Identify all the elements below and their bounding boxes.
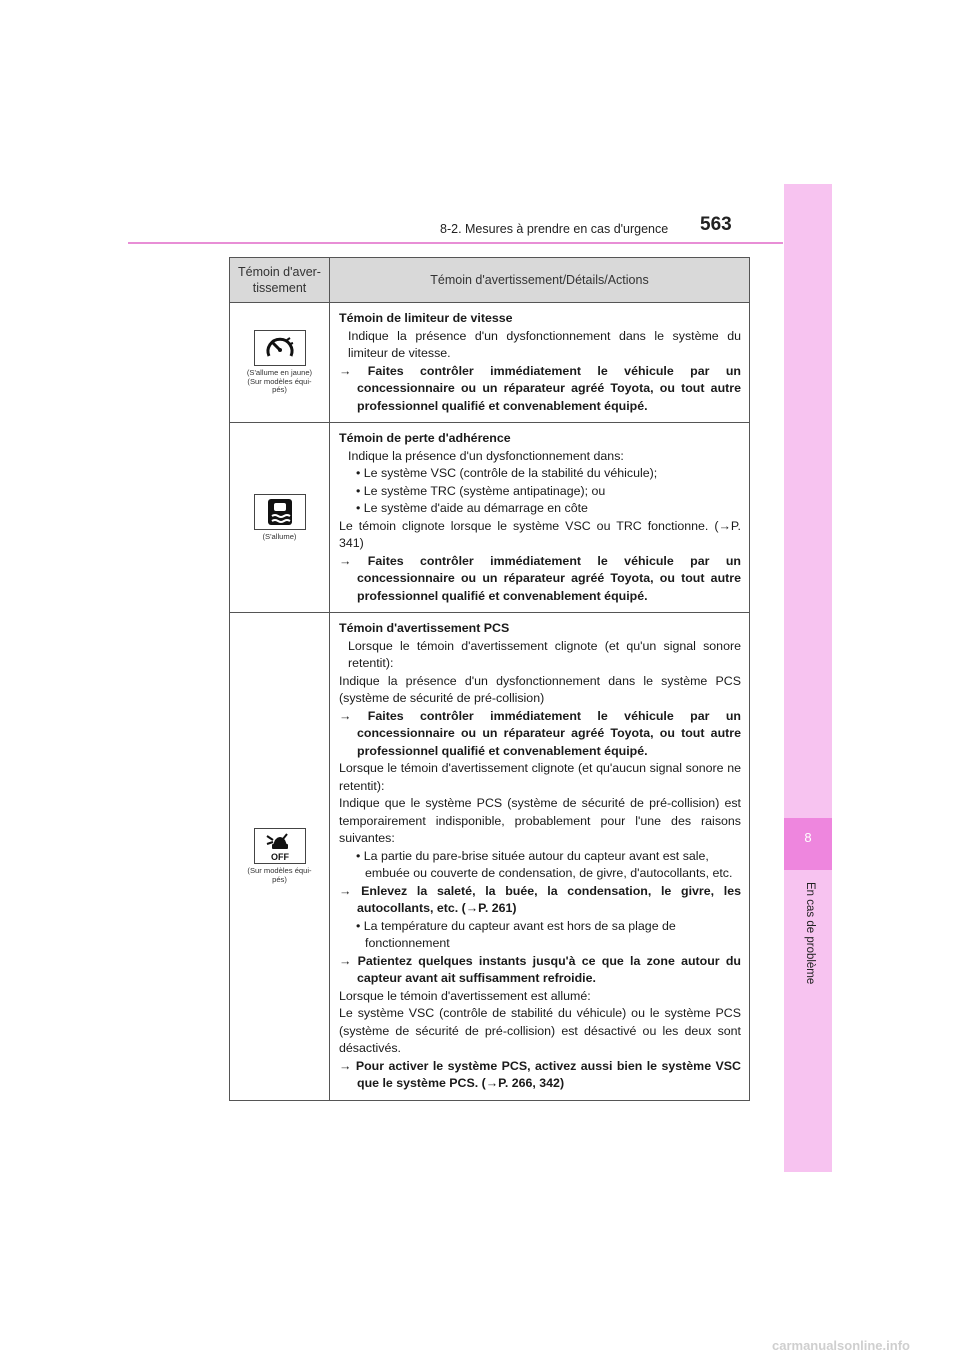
bullet-item: • Le système d'aide au démarrage en côte [356, 501, 588, 515]
icon-caption: pés) [272, 874, 287, 884]
chapter-side-tab [784, 184, 832, 1172]
table-row [230, 303, 749, 423]
page-number: 563 [700, 214, 732, 235]
description-text: Indique que le système PCS (système de sécurité de pré-collision) est temporairement indisponible, probablement pour l'une des raisons suivantes: [339, 796, 741, 845]
chapter-label: En cas de problème [804, 882, 816, 985]
icon-caption: (Sur modèles équi- [247, 866, 312, 876]
description-text: Lorsque le témoin d'avertissement est allumé: [339, 988, 591, 1003]
action-line: → Faites contrôler immédiatement le véhicule par un concessionnaire ou un réparateur agréé Toyota, ou tout autre professionnel qualifié et convenablement équipé. [339, 708, 741, 758]
indicator-cell [230, 303, 330, 422]
description-text: Indique la présence d'un dysfonctionnement dans le système PCS (système de sécurité de pré-collision) [339, 673, 741, 705]
header-col-indicator: Témoin d'aver-tissement [230, 258, 330, 302]
table-row [230, 613, 749, 1100]
action-line: → Patientez quelques instants jusqu'à ce que la zone autour du capteur avant ait suffisamment refroidie. [339, 953, 741, 985]
section-title: 8-2. Mesures à prendre en cas d'urgence [440, 222, 669, 236]
details-cell [330, 303, 749, 422]
indicator-cell [230, 613, 330, 1100]
description-text: Lorsque le témoin d'avertissement clignote (et qu'aucun signal sonore ne retentit): [339, 761, 741, 793]
description-text: Le système VSC (contrôle de stabilité du véhicule) ou le système PCS (système de sécurité de pré-collision) est désactivé ou les deux sont désactivés. [339, 1006, 741, 1055]
description-text: Lorsque le témoin d'avertissement clignote (et qu'un signal sonore retentit): [348, 638, 741, 670]
icon-caption: (Sur modèles équi- [247, 376, 312, 386]
bullet-item: • La partie du pare-brise située autour du capteur avant est sale, embuée ou couverte de condensation, de givre, d'autocollants, etc. [356, 848, 733, 880]
table-header [230, 258, 749, 303]
watermark: carmanualsonline.info [772, 1338, 910, 1353]
bullet-item: • La température du capteur avant est hors de sa plage de fonctionnement [356, 918, 676, 950]
warning-table [229, 257, 750, 1101]
slip-indicator-icon [254, 494, 306, 530]
svg-text:OFF: OFF [270, 852, 289, 863]
header-col-details: Témoin d'avertissement/Détails/Actions [430, 273, 649, 287]
chapter-number: 8 [804, 830, 812, 845]
icon-caption: (S'allume en jaune) [246, 368, 313, 378]
speed-limiter-icon [254, 330, 306, 366]
action-line: → Enlevez la saleté, la buée, la condensation, le givre, les autocollants, etc. (→P. 261) [339, 883, 741, 915]
header-rule [128, 242, 783, 244]
table-row [230, 423, 749, 613]
description-text: Le témoin clignote lorsque le système VSC ou TRC fonctionne. (→P. 341) [339, 518, 741, 550]
icon-caption: pés) [272, 385, 287, 395]
indicator-title: Témoin de limiteur de vitesse [339, 311, 513, 325]
icon-caption: (S'allume) [262, 531, 297, 541]
description-text: Indique la présence d'un dysfonctionnement dans le système du limiteur de vitesse. [348, 328, 741, 360]
action-line: → Faites contrôler immédiatement le véhicule par un concessionnaire ou un réparateur agréé Toyota, ou tout autre professionnel qualifié et convenablement équipé. [339, 363, 741, 413]
description-text: Indique la présence d'un dysfonctionnement dans: [348, 448, 624, 463]
details-cell [330, 613, 749, 1100]
action-line: → Pour activer le système PCS, activez aussi bien le système VSC que le système PCS. (→P. 266, 342) [339, 1058, 741, 1090]
details-cell [330, 423, 749, 612]
bullet-item: • Le système VSC (contrôle de la stabilité du véhicule); [356, 466, 658, 480]
indicator-title: Témoin d'avertissement PCS [339, 621, 510, 635]
action-line: → Faites contrôler immédiatement le véhicule par un concessionnaire ou un réparateur agréé Toyota, ou tout autre professionnel qualifié et convenablement équipé. [339, 553, 741, 603]
indicator-title: Témoin de perte d'adhérence [339, 431, 511, 445]
indicator-cell [230, 423, 330, 612]
bullet-item: • Le système TRC (système antipatinage); ou [356, 483, 606, 498]
pcs-off-icon [254, 828, 306, 864]
